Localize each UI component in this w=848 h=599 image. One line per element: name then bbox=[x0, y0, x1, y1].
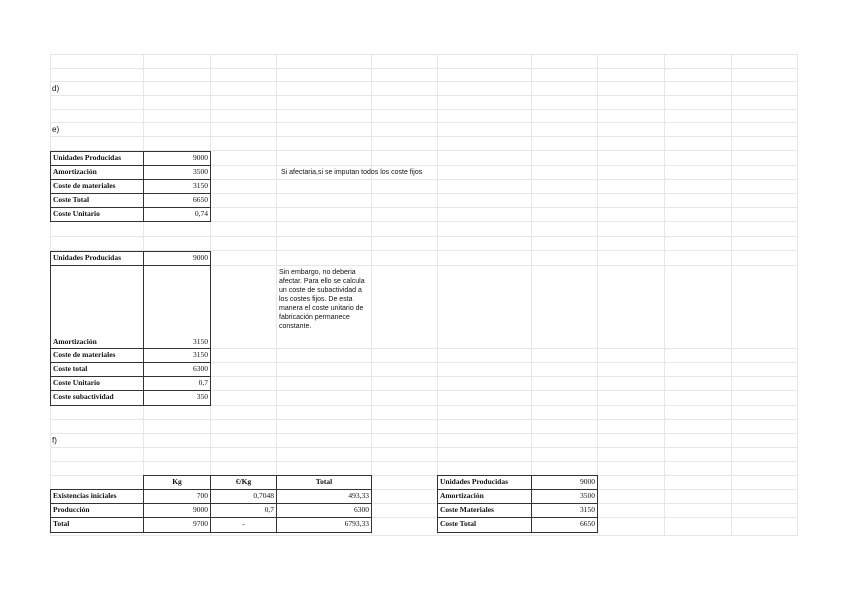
grid-line bbox=[371, 54, 372, 535]
table-cell-value: 6300 bbox=[143, 362, 211, 377]
table-row-label: Unidades Producidas bbox=[50, 251, 144, 266]
grid-line bbox=[50, 535, 798, 536]
table-row-label: Coste total bbox=[50, 362, 144, 377]
table-cell-total: 493,33 bbox=[276, 489, 372, 504]
grid-line bbox=[50, 236, 798, 237]
table-row-label: Coste Unitario bbox=[50, 207, 144, 222]
table-cell-value: 350 bbox=[143, 390, 211, 406]
grid-line bbox=[276, 54, 277, 535]
table-cell-value: 6650 bbox=[143, 193, 211, 208]
note-si-afectaria: Si afectaria,si se imputan todos los coste fijos bbox=[281, 169, 423, 176]
table-cell-value: 3150 bbox=[143, 348, 211, 363]
table-row-label: Amortización bbox=[50, 165, 144, 180]
table-row-label: Amortización bbox=[437, 489, 532, 504]
table-cell-kg: 700 bbox=[143, 489, 211, 504]
grid-line bbox=[50, 136, 798, 137]
grid-line bbox=[50, 68, 798, 69]
table-row-label: Coste de materiales bbox=[50, 179, 144, 194]
table-header-eurkg: €/Kg bbox=[210, 475, 277, 490]
grid-line bbox=[50, 419, 798, 420]
table-row-label: Coste Materiales bbox=[437, 503, 532, 518]
table-cell-value: 9000 bbox=[531, 475, 598, 490]
section-f-label: f) bbox=[52, 436, 57, 445]
table-cell-eurkg: - bbox=[210, 517, 277, 533]
section-d-label: d) bbox=[52, 84, 60, 93]
grid-line bbox=[50, 54, 798, 55]
table-cell-kg: 9700 bbox=[143, 517, 211, 533]
grid-line bbox=[50, 95, 798, 96]
table-row-label: Total bbox=[50, 517, 144, 533]
table-row-label: Unidades Producidas bbox=[50, 151, 144, 166]
table-row-label: Coste Total bbox=[437, 517, 532, 533]
table-cell-value: 6650 bbox=[531, 517, 598, 533]
table-row-label: Existencias iniciales bbox=[50, 489, 144, 504]
grid-line bbox=[597, 54, 598, 535]
grid-line bbox=[50, 447, 798, 448]
table-cell-value: 3500 bbox=[531, 489, 598, 504]
grid-line bbox=[797, 54, 798, 535]
table-header-kg: Kg bbox=[143, 475, 211, 490]
table-cell-value: 3150 bbox=[143, 179, 211, 194]
grid-line bbox=[731, 54, 732, 535]
table-row-label: Coste Unitario bbox=[50, 376, 144, 391]
grid-line bbox=[50, 109, 798, 110]
table-cell-total: 6300 bbox=[276, 503, 372, 518]
grid-line bbox=[50, 122, 798, 123]
grid-line bbox=[531, 54, 532, 535]
table-row-label: Amortización bbox=[50, 265, 144, 349]
table-row-label: Producción bbox=[50, 503, 144, 518]
grid-line bbox=[50, 81, 798, 82]
table-cell-eurkg: 0,7 bbox=[210, 503, 277, 518]
table-cell-value: 3150 bbox=[143, 265, 211, 349]
table-cell-value: 3150 bbox=[531, 503, 598, 518]
table-cell-value: 0,74 bbox=[143, 207, 211, 222]
table-row-label: Unidades Producidas bbox=[437, 475, 532, 490]
grid-line bbox=[664, 54, 665, 535]
table-cell-value: 3500 bbox=[143, 165, 211, 180]
grid-line bbox=[50, 461, 798, 462]
table-header-total: Total bbox=[276, 475, 372, 490]
grid-line bbox=[50, 433, 798, 434]
table-cell-eurkg: 0,7048 bbox=[210, 489, 277, 504]
table-row-label: Coste subactividad bbox=[50, 390, 144, 406]
table-cell-total: 6793,33 bbox=[276, 517, 372, 533]
table-cell-value: 0,7 bbox=[143, 376, 211, 391]
table-row-label: Coste Total bbox=[50, 193, 144, 208]
table-cell-value: 9000 bbox=[143, 251, 211, 266]
table-row-label: Coste de materiales bbox=[50, 348, 144, 363]
table-cell-kg: 9000 bbox=[143, 503, 211, 518]
table-cell-value: 9000 bbox=[143, 151, 211, 166]
note-sin-embargo: Sin embargo, no deberia afectar. Para ello se calcula un coste de subactividad a los costes fijos. De esta manera el coste unitario de fabricación permanece constante. bbox=[279, 269, 365, 330]
grid-line bbox=[437, 54, 438, 535]
section-e-label: e) bbox=[52, 125, 60, 134]
